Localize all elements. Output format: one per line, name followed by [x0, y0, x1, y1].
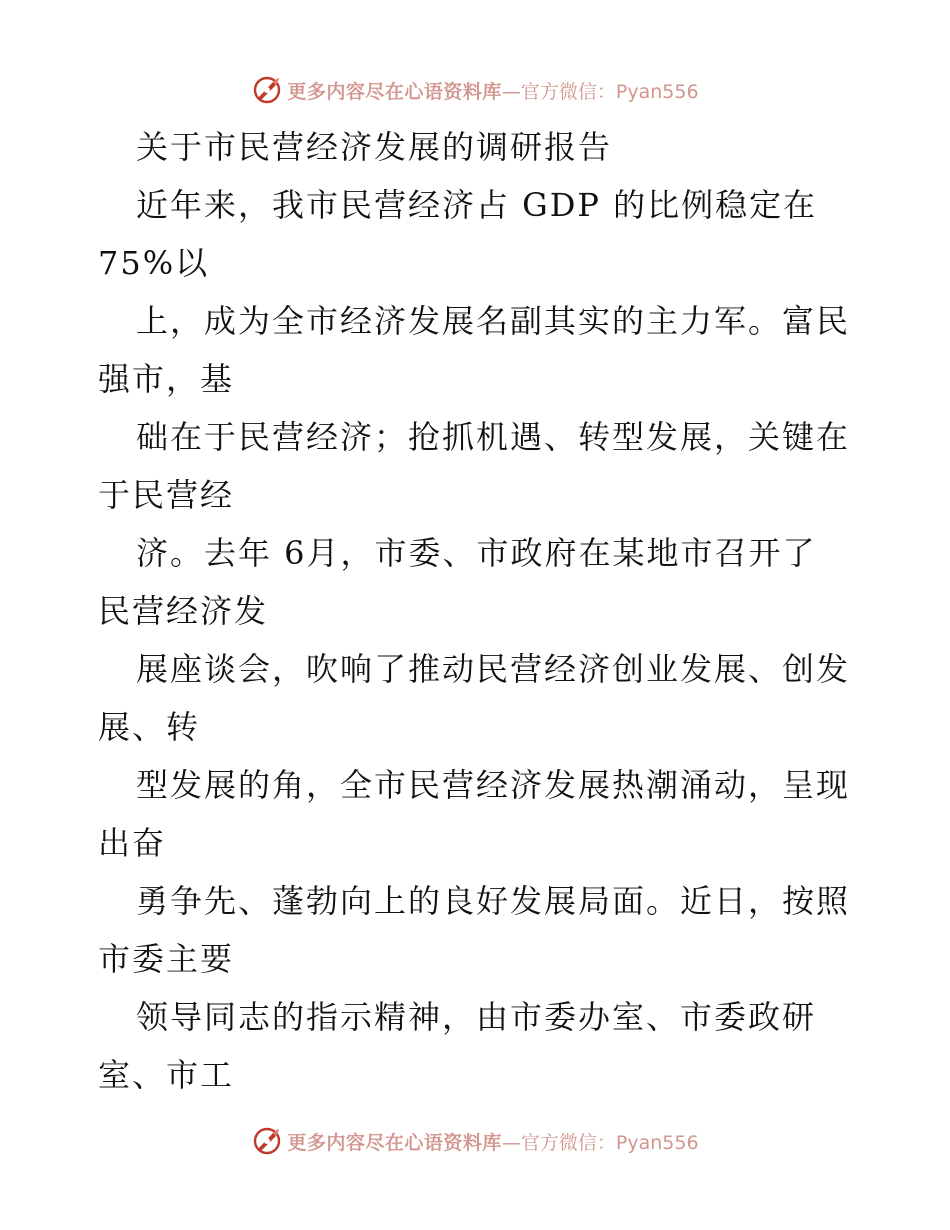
paragraph-line: 室、市工 [98, 1056, 235, 1094]
document-title: 关于市民营经济发展的调研报告 [136, 128, 613, 166]
watermark-contact-text: —官方微信：Pyan556 [501, 80, 699, 103]
paragraph-line: 民营经济发 [98, 592, 269, 630]
paragraph-line: 领导同志的指示精神，由市委办室、市委政研 [136, 998, 817, 1036]
paragraph-line: 展座谈会，吹响了推动民营经济创业发展、创发 [136, 650, 851, 688]
paragraph-line: 济。去年 6月，市委、市政府在某地市召开了 [136, 534, 817, 572]
paragraph-line: 市委主要 [98, 940, 235, 978]
paragraph-line: 勇争先、蓬勃向上的良好发展局面。近日，按照 [136, 882, 851, 920]
paragraph-line: 近年来，我市民营经济占 GDP 的比例稳定在 [136, 186, 818, 224]
footer-watermark [0, 1121, 950, 1161]
paragraph-line: 型发展的角，全市民营经济发展热潮涌动，呈现 [136, 766, 851, 804]
watermark-contact-text: —官方微信：Pyan556 [501, 1131, 699, 1154]
watermark-brand-text: 更多内容尽在心语资料库 [287, 80, 502, 103]
watermark-brand-text: 更多内容尽在心语资料库 [287, 1131, 502, 1154]
paragraph-line: 展、转 [98, 708, 201, 746]
header-watermark [0, 70, 950, 110]
paragraph-line: 础在于民营经济；抢抓机遇、转型发展，关键在 [136, 418, 851, 456]
paragraph-line: 上，成为全市经济发展名副其实的主力军。富民 [136, 302, 851, 340]
paragraph-line: 于民营经 [98, 476, 235, 514]
paragraph-line: 强市，基 [98, 360, 235, 398]
quill-logo-icon [251, 1125, 283, 1157]
paragraph-line: 出奋 [98, 824, 167, 862]
paragraph-line: 75%以 [98, 244, 210, 282]
quill-logo-icon [251, 74, 283, 106]
